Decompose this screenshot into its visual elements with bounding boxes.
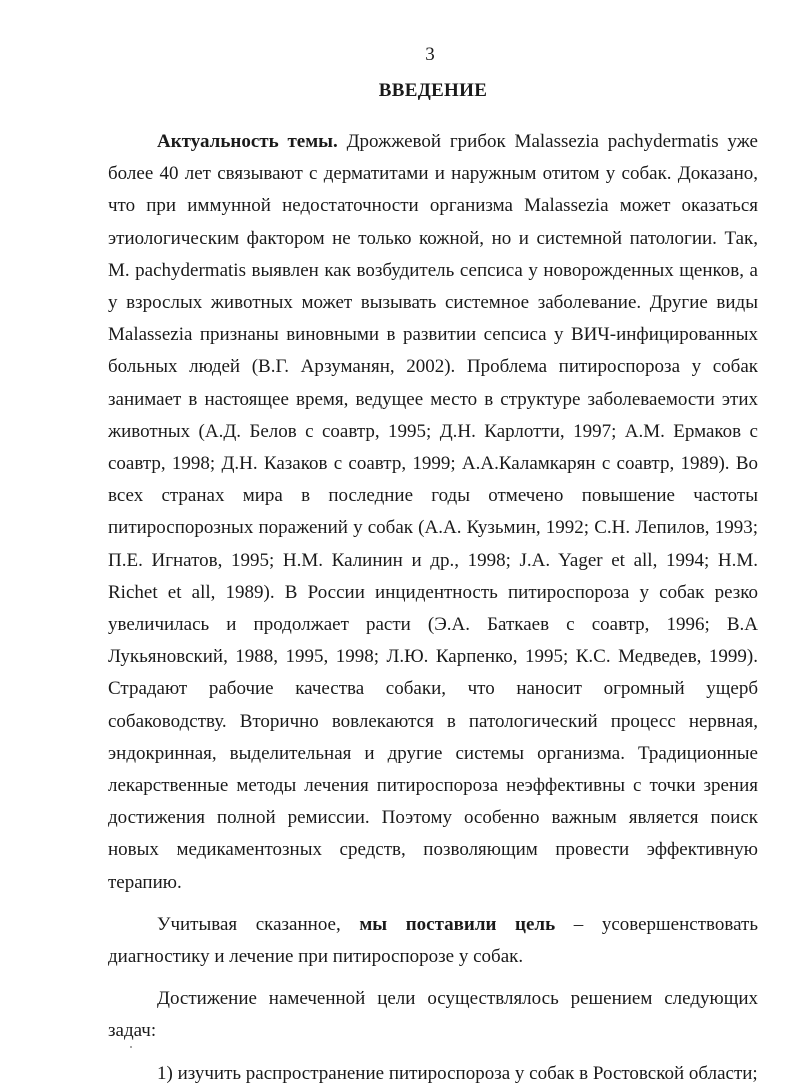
goal-after: – усовершенствовать диагностику и лечение при питироспорозе у собак. [108, 913, 758, 968]
section-heading: ВВЕДЕНИЕ [378, 80, 488, 101]
relevance-text: Дрожжевой грибок Malassezia pachydermatis уже более 40 лет связывают с дерматитами и наружным отитом у собак. Доказано, что при иммунной недостаточности организма Malassezia может оказаться этиологическим фактором не только кожной, но и системной патологии. Так, M. pachydermatis выявлен как возбудитель сепсиса у новорожденных щенков, а у взрослых животных может вызывать системное заболевание. Другие виды Malassezia признаны виновными в развитии сепсиса у ВИЧ-инфицированных больных людей (В.Г. Арзуманян, 2002). Проблема питироспороза у собак занимает в настоящее время, ведущее место в структуре заболеваемости этих животных (А.Д. Белов с соавтр, 1995; Д.Н. Карлотти, 1997; А.М. Ермаков с соавтр, 1998; Д.Н. Казаков с соавтр, 1999; А.А.Каламкарян с соавтр, 1989). Во всех странах мира в последние годы отмечено повышение частоты питироспорозных поражений у собак (А.А. Кузьмин, 1992; С.Н. Лепилов, 1993; П.Е. Игнатов, 1995; Н.М. Калинин и др., 1998; J.A. Yager et all, 1994; H.M. Richet et all, 1989). В России инцидентность питироспороза у собак резко увеличилась и продолжает расти (Э.А. Баткаев с соавтр, 1996; В.А Лукьяновский, 1988, 1995, 1998; Л.Ю. Карпенко, 1995; К.С. Медведев, 1999). Страдают рабочие качества собаки, что наносит огромный ущерб собаководству. Вторично вовлекаются в патологический процесс нервная, эндокринная, выделительная и другие системы организма. Традиционные лекарственные методы лечения питироспороза неэффективны с точки зрения достижения полной ремиссии. Поэтому особенно важным является поиск новых медикаментозных средств, позволяющим провести эффективную терапию. [108, 131, 758, 893]
page-number: 3 [425, 44, 435, 65]
paragraph-goal [108, 909, 758, 973]
paragraph-relevance [108, 126, 758, 899]
goal-before: Учитывая сказанное, [157, 913, 360, 935]
paragraph-tasks-intro [108, 983, 758, 1047]
relevance-lead: Актуальность темы. [157, 131, 338, 152]
goal-bold: мы поставили цель [359, 913, 556, 935]
tasks-intro-text: Достижение намеченной цели осуществлялось решением следующих задач: [108, 988, 758, 1042]
scan-speck [130, 1046, 132, 1048]
task-1-text: 1) изучить распространение питироспороза у собак в Ростовской области; [157, 1062, 758, 1084]
paragraph-task-1 [108, 1058, 758, 1090]
body-text [108, 126, 758, 1090]
